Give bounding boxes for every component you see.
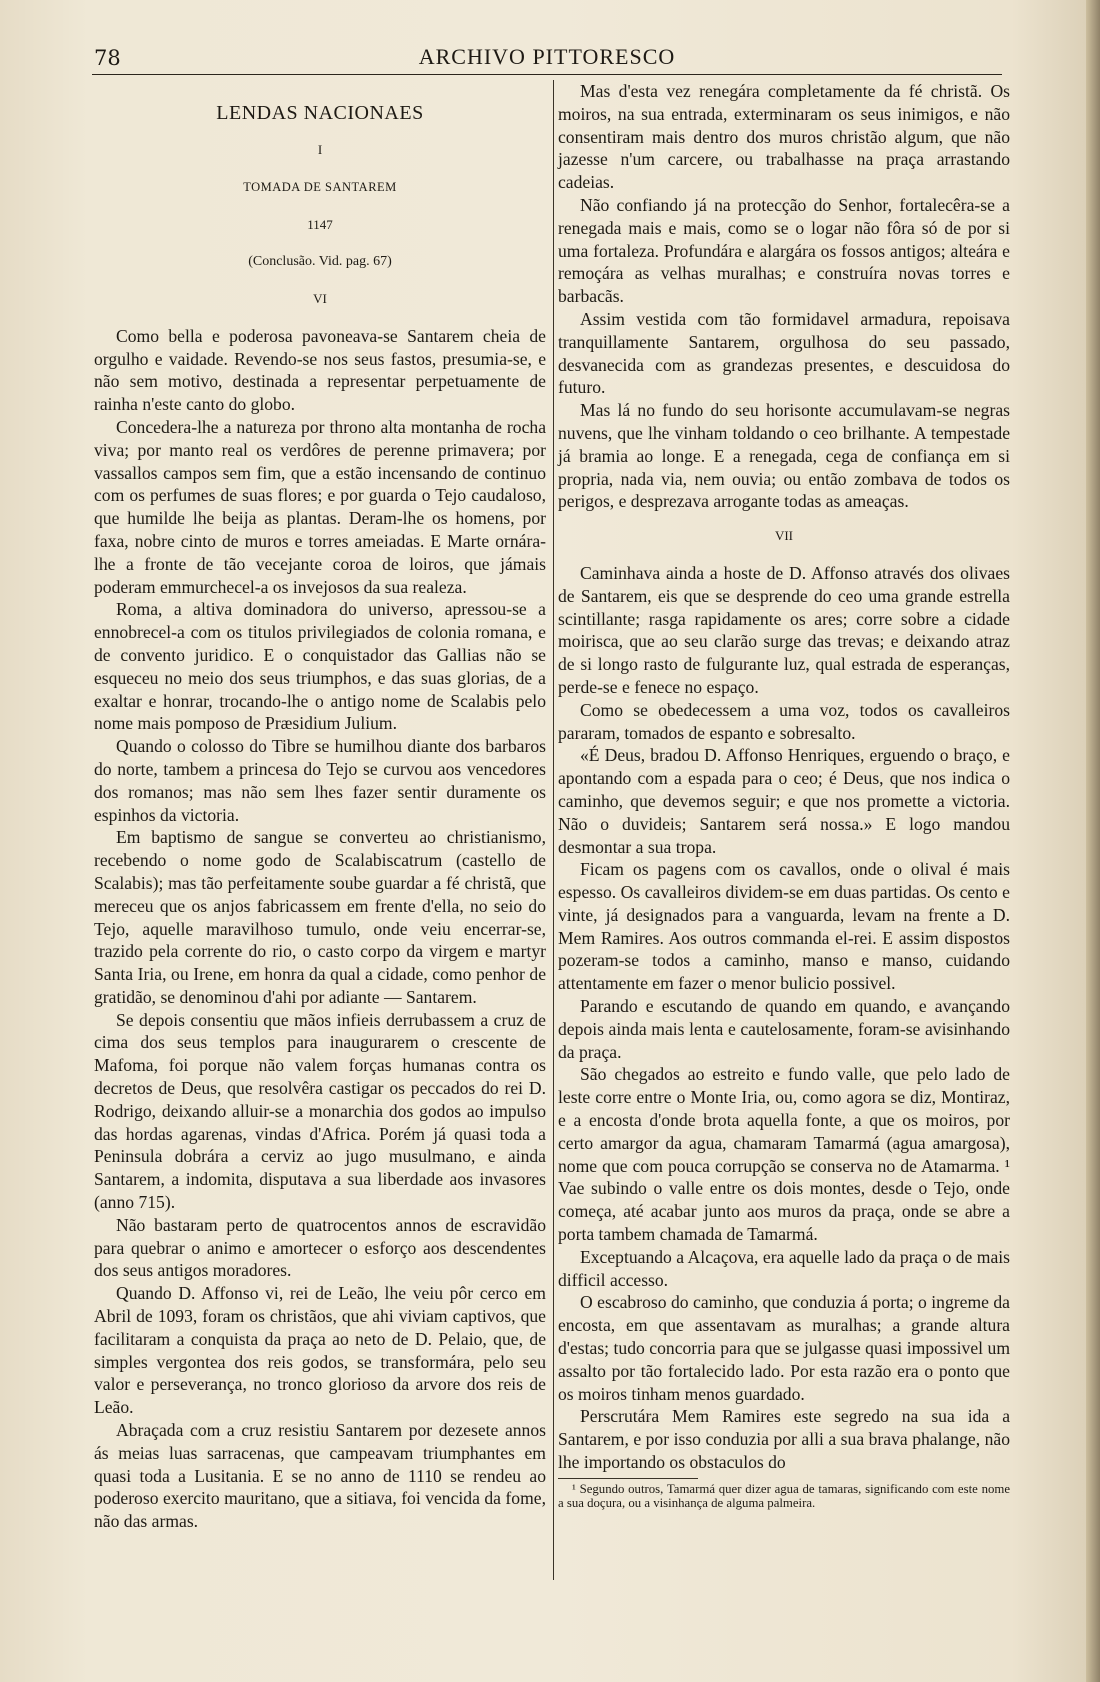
paragraph: Abraçada com a cruz resistiu Santarem por dezesete annos ás meias luas sarracenas, que campeavam triumphantes em quasi toda a Lusitania. E se no anno de 1110 se rendeu ao poderoso exercito mauritano, que a sitiava, foi vencida da fome, não das armas.	[94, 1420, 546, 1532]
paragraph: Quando o colosso do Tibre se humilhou diante dos barbaros do norte, tambem a princesa do Tejo se curvou aos vencedores dos romanos; mas não sem lhes fazer sentir duramente os espinhos da victoria.	[94, 736, 546, 825]
article-part: I	[317, 141, 323, 157]
paragraph: Não bastaram perto de quatrocentos annos de escravidão para quebrar o animo e amortecer o esforço aos descendentes dos seus antigos moradores.	[94, 1214, 546, 1281]
paragraph: Exceptuando a Alcaçova, era aquelle lado da praça o de mais difficil accesso.	[558, 1246, 1010, 1290]
paragraph: O escabroso do caminho, que conduzia á porta; o ingreme da encosta, em que assentavam as muralhas; a grande altura d'estas; tudo concorria para que se julgasse quasi impossivel um assalto por tão fortalecido lado. Por esta razão era o ponto que os moiros tinham menos guardado.	[558, 1292, 1010, 1404]
paragraph: Perscrutára Mem Ramires este segredo na sua ida a Santarem, e por isso conduzia por alli a sua brava phalange, não lhe importando os obstaculos do	[558, 1406, 1010, 1473]
paragraph: Parando e escutando de quando em quando, e avançando depois ainda mais lenta e cautelosamente, foram-se avisinhando da praça.	[558, 996, 1010, 1062]
paragraph: Roma, a altiva dominadora do universo, apressou-se a ennobrecel-a com os titulos privilegiados de colonia romana, e de convento juridico. E o conquistador das Gallias não se esqueceu no meio dos seus triumphos, e das suas glorias, de a exaltar e honrar, trocando-lhe o antigo nome de Scalabis pelo nome mais pomposo de Præsidium Julium.	[94, 599, 546, 734]
section-heading-vii: VII	[774, 528, 794, 544]
paragraph: Ficam os pagens com os cavallos, onde o olival é mais espesso. Os cavalleiros dividem-se em duas partidas. Os cento e vinte, já designados para a vanguarda, levam na frente a D. Mem Ramires. Aos outros commanda el-rei. E assim dispostos pozeram-se todos a caminho, manso e manso, cuidando attentamente em fazer o menor bulicio possivel.	[558, 859, 1010, 994]
right-column	[558, 80, 1010, 1511]
page-header	[92, 40, 1002, 75]
paragraph: São chegados ao estreito e fundo valle, que pelo lado de leste corre entre o Monte Iria, ou, como agora se diz, Montiraz, e a encosta d'onde brota aquella fonte, a que os moiros, por certo amargor da agua, chamaram Tamarmá (agua amargosa), nome que com pouca corrupção se conserva no de Atamarma. ¹ Vae subindo o valle entre os dois montes, desde o Tejo, onde começa, até acabar junto aos muros da praça, onde se abre a porta tambem chamada de Tamarmá.	[558, 1064, 1010, 1245]
paragraph: Mas d'esta vez renegára completamente da fé christã. Os moiros, na sua entrada, exterminaram os seus inimigos, e não consentiram mais dentro dos muros christão algum, que não jazesse n'um carcere, ou trabalhasse na praça arrastando cadeias.	[558, 81, 1010, 193]
paragraph: Como bella e poderosa pavoneava-se Santarem cheia de orgulho e vaidade. Revendo-se nos seus fastos, presumia-se, e não sem motivo, destinada a representar perpetuamente de rainha n'este canto do globo.	[94, 325, 546, 415]
article-title: LENDAS NACIONAES	[216, 102, 424, 124]
article-year: 1147	[307, 217, 333, 233]
paragraph: Concedera-lhe a natureza por throno alta montanha de rocha viva; por manto real os verdôres de perenne primavera; por vassallos campos sem fim, que a estão incensando de continuo com os perfumes de suas flores; e por guarda o Tejo caudaloso, que humilde lhe beija as plantas. Deram-lhe os homens, por faxa, nobre cinto de muros e torres ameiadas. E Marte ornára-lhe a fronte de tão vecejante coroa de loiros, que jámais poderam emmurchecel-a os invejosos da sua realeza.	[94, 416, 546, 597]
paragraph: Como se obedecessem a uma voz, todos os cavalleiros pararam, tomados de espanto e sobresalto.	[558, 699, 1010, 743]
footnote-rule	[558, 1478, 698, 1479]
paragraph: Não confiando já na protecção do Senhor, fortalecêra-se a renegada mais e mais, como se o logar não fôra só de por si uma fortaleza. Profundára e alargára os fossos antigos; alteára e remoçára as velhas muralhas; e construíra novas torres e barbacãs.	[558, 194, 1010, 307]
article-note: (Conclusão. Vid. pag. 67)	[248, 254, 392, 270]
section-heading-vi: VI	[313, 290, 327, 306]
paragraph: Se depois consentiu que mãos infieis derrubassem a cruz de cima dos seus templos para inaugurarem o crescente de Mafoma, foi porque não valem forças humanas contra os decretos de Deus, que resolvêra castigar os peccados do rei D. Rodrigo, deixando alluir-se a monarchia dos godos ao impulso das hordas agarenas, vindas d'Africa. Porém já quasi toda a Peninsula dobrára a cerviz ao jugo musulmano, e ainda Santarem, a indomita, disputava a sua liberdade aos invasores (anno 715).	[94, 1009, 546, 1213]
paragraph: Mas lá no fundo do seu horisonte accumulavam-se negras nuvens, que lhe vinham toldando o ceo brilhante. A tempestade já bramia ao longe. E a renegada, cega de confiança em si propria, nada via, nem ouvia; ou então zombava de todos os perigos, e desprezava arrogante todas as ameaças.	[558, 400, 1010, 512]
paragraph: «É Deus, bradou D. Affonso Henriques, erguendo o braço, e apontando com a espada para o ceo; é Deus, que nos indica o caminho, que devemos seguir; e que nos promette a victoria. Não o duvideis; Santarem será nossa.» E logo mandou desmontar a sua tropa.	[558, 745, 1010, 857]
left-column	[94, 80, 546, 1533]
paragraph: Assim vestida com tão formidavel armadura, repoisava tranquillamente Santarem, orgulhosa do seu passado, desvanecida com as grandezas presentes, e descuidosa do futuro.	[558, 308, 1010, 398]
paragraph: Caminhava ainda a hoste de D. Affonso através dos olivaes de Santarem, eis que se desprende do ceo uma grande estrella scintillante; rasga rapidamente os ares; corre sobre a cidade moirisca, que ao seu clarão surge das trevas; e deixando atraz de si longo rasto de fulgurante luz, qual estrada de esperanças, perde-se e fenece no espaço.	[558, 562, 1010, 697]
paragraph: Quando D. Affonso vi, rei de Leão, lhe veiu pôr cerco em Abril de 1093, foram os christãos, que ahi viviam captivos, que facilitaram a conquista da praça ao neto de D. Pelaio, que, de simples vergontea dos reis godos, se transformára, pelo seu valor e perseverança, no tronco glorioso da arvore dos reis de Leão.	[94, 1283, 546, 1418]
article-subtitle: TOMADA DE SANTAREM	[243, 179, 397, 194]
column-divider	[553, 80, 554, 1580]
page-number: 78	[94, 46, 121, 70]
paragraph: Em baptismo de sangue se converteu ao christianismo, recebendo o nome godo de Scalabiscatrum (castello de Scalabis); mas tão perfeitamente soube guardar a fé christã, que mereceu que os anjos fabricassem em frente d'ella, no seio do Tejo, aquelle maravilhoso tumulo, onde veiu encerrar-se, trazido pela corrente do rio, o casto corpo da virgem e martyr Santa Iria, ou Irene, em honra da qual a cidade, como penhor de gratidão, se denominou d'ahi por adiante — Santarem.	[94, 827, 546, 1007]
footnote: ¹ Segundo outros, Tamarmá quer dizer agua de tamaras, significando com este nome a sua doçura, ou a visinhança de alguma palmeira.	[558, 1481, 1010, 1511]
page-edge	[1086, 0, 1100, 1682]
running-title: ARCHIVO PITTORESCO	[418, 44, 676, 69]
